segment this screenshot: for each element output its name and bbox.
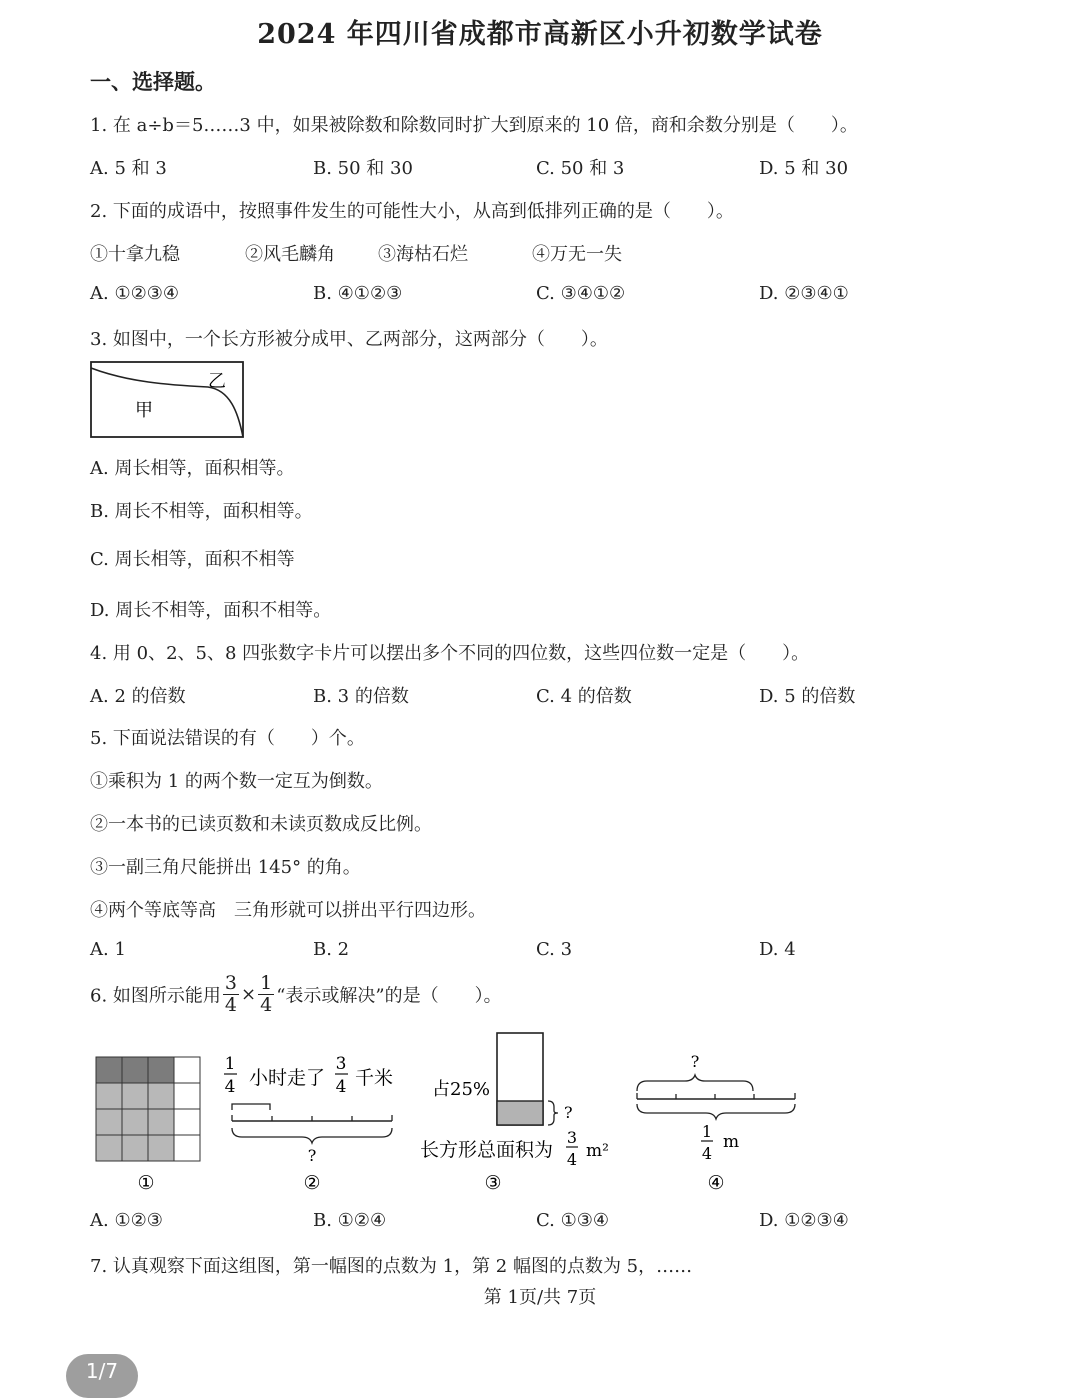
question-2-idiom-1: ①十拿九稳 bbox=[90, 244, 180, 265]
question-3-figure bbox=[88, 360, 248, 440]
figure-4-unit: m bbox=[723, 1132, 740, 1152]
figure-label-4: ④ bbox=[707, 1172, 725, 1194]
figure-2-question-mark: ? bbox=[307, 1146, 317, 1165]
question-5-option-c: C. 3 bbox=[536, 939, 573, 960]
question-1-option-c: C. 50 和 3 bbox=[536, 158, 625, 179]
question-4-option-d: D. 5 的倍数 bbox=[759, 686, 856, 707]
figure-2-text-hours: 小时走了 bbox=[249, 1067, 326, 1089]
question-3-option-b: B. 周长不相等，面积相等。 bbox=[90, 501, 313, 522]
figure-label-2: ② bbox=[303, 1172, 321, 1194]
figure-4-question-mark: ? bbox=[690, 1052, 700, 1071]
question-2-idiom-2: ②风毛麟角 bbox=[245, 244, 335, 265]
figure-3-question-mark: ? bbox=[564, 1103, 573, 1122]
fraction-numerator: 3 bbox=[335, 1054, 347, 1074]
question-3-option-a: A. 周长相等，面积相等。 bbox=[90, 458, 295, 479]
fraction-numerator: 1 bbox=[260, 972, 273, 994]
figure-3-unit: m² bbox=[586, 1141, 609, 1161]
question-5-statement-3: ③一副三角尺能拼出 145° 的角。 bbox=[90, 857, 361, 878]
fraction-denominator: 4 bbox=[224, 1077, 236, 1097]
fraction-denominator: 4 bbox=[224, 994, 237, 1016]
fraction-denominator: 4 bbox=[260, 994, 273, 1016]
question-5-statement-4: ④两个等底等高 三角形就可以拼出平行四边形。 bbox=[90, 900, 486, 921]
question-4-stem: 4. 用 0、2、5、8 四张数字卡片可以摆出多个不同的四位数，这些四位数一定是（ ）。 bbox=[90, 643, 810, 664]
question-3-stem: 3. 如图中，一个长方形被分成甲、乙两部分，这两部分（ ）。 bbox=[90, 329, 608, 350]
fraction-numerator: 1 bbox=[701, 1122, 713, 1141]
region-yi-label: 乙 bbox=[208, 371, 226, 392]
figure-4-line bbox=[637, 1052, 795, 1163]
question-1-option-a: A. 5 和 3 bbox=[90, 158, 167, 179]
figure-1-grid bbox=[96, 1057, 200, 1161]
fraction-denominator: 4 bbox=[701, 1144, 713, 1163]
fraction-numerator: 3 bbox=[566, 1128, 578, 1147]
question-2-idiom-3: ③海枯石烂 bbox=[378, 244, 468, 265]
question-6-stem-post: “表示或解决”的是（ ）。 bbox=[276, 985, 502, 1007]
figure-2-line bbox=[224, 1054, 393, 1165]
fraction-3-4 bbox=[223, 974, 239, 1015]
question-3-option-c: C. 周长相等，面积不相等 bbox=[90, 549, 295, 570]
figure-3-percent-label: 占25% bbox=[432, 1079, 491, 1100]
fraction-denominator: 4 bbox=[566, 1150, 578, 1169]
question-2-option-c: C. ③④①② bbox=[536, 283, 626, 304]
page-indicator-button[interactable]: 1/7 bbox=[66, 1354, 138, 1398]
figure-3-area-label: 长方形总面积为 bbox=[420, 1139, 554, 1161]
fraction-numerator: 3 bbox=[224, 972, 237, 994]
question-2-stem: 2. 下面的成语中，按照事件发生的可能性大小，从高到低排列正确的是（ ）。 bbox=[90, 201, 734, 222]
fraction-numerator: 1 bbox=[224, 1054, 236, 1074]
question-2-option-b: B. ④①②③ bbox=[313, 283, 403, 304]
times-sign: × bbox=[241, 984, 257, 1005]
question-2-option-d: D. ②③④① bbox=[759, 283, 849, 304]
figure-label-3: ③ bbox=[484, 1172, 502, 1194]
question-5-option-a: A. 1 bbox=[90, 939, 126, 960]
fraction-denominator: 4 bbox=[335, 1077, 347, 1097]
question-6-figures bbox=[80, 1025, 820, 1200]
question-1-option-d: D. 5 和 30 bbox=[759, 158, 849, 179]
question-6-option-c: C. ①③④ bbox=[536, 1210, 609, 1231]
question-1-stem: 1. 在 a÷b＝5……3 中，如果被除数和除数同时扩大到原来的 10 倍，商和余数分别是（ ）。 bbox=[90, 115, 858, 136]
question-6-stem-pre: 6. 如图所示能用 bbox=[90, 985, 221, 1007]
question-4-option-a: A. 2 的倍数 bbox=[90, 686, 186, 707]
figure-2-text-km: 千米 bbox=[355, 1067, 394, 1089]
question-6-option-a: A. ①②③ bbox=[90, 1210, 163, 1231]
page-footer: 第 1页/共 7页 bbox=[483, 1287, 597, 1308]
question-5-stem: 5. 下面说法错误的有（ ）个。 bbox=[90, 728, 365, 749]
question-5-statement-1: ①乘积为 1 的两个数一定互为倒数。 bbox=[90, 771, 383, 792]
question-1-option-b: B. 50 和 30 bbox=[313, 158, 413, 179]
question-4-option-b: B. 3 的倍数 bbox=[313, 686, 409, 707]
figure-3-rectangle bbox=[420, 1033, 609, 1169]
section-heading: 一、选择题。 bbox=[90, 69, 216, 94]
question-2-option-a: A. ①②③④ bbox=[90, 283, 179, 304]
question-5-statement-2: ②一本书的已读页数和未读页数成反比例。 bbox=[90, 814, 432, 835]
question-4-option-c: C. 4 的倍数 bbox=[536, 686, 632, 707]
question-3-option-d: D. 周长不相等，面积不相等。 bbox=[90, 600, 332, 621]
question-5-option-d: D. 4 bbox=[759, 939, 796, 960]
page-title: 2024 年四川省成都市高新区小升初数学试卷 bbox=[257, 19, 823, 50]
fraction-1-4 bbox=[258, 974, 274, 1015]
figure-label-1: ① bbox=[137, 1172, 155, 1194]
region-jia-label: 甲 bbox=[135, 400, 153, 421]
question-7-stem: 7. 认真观察下面这组图，第一幅图的点数为 1，第 2 幅图的点数为 5，…… bbox=[90, 1256, 693, 1277]
question-2-idiom-4: ④万无一失 bbox=[532, 244, 622, 265]
question-6-option-b: B. ①②④ bbox=[313, 1210, 387, 1231]
question-5-option-b: B. 2 bbox=[313, 939, 350, 960]
question-6-stem bbox=[90, 974, 502, 1015]
question-6-option-d: D. ①②③④ bbox=[759, 1210, 849, 1231]
